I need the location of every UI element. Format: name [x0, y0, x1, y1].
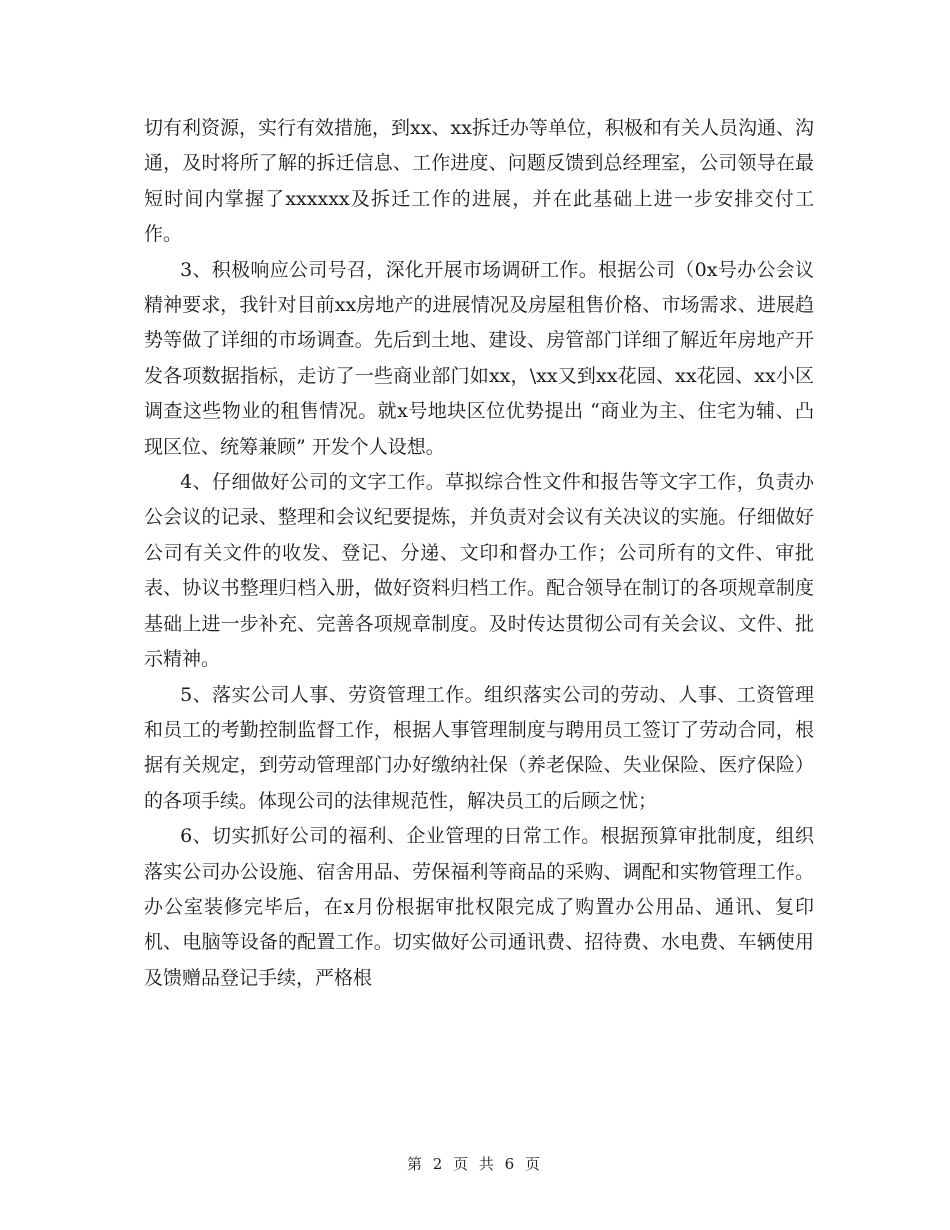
- paragraph-3: 4、仔细做好公司的文字工作。草拟综合性文件和报告等文字工作，负责办公会议的记录、整理和会议纪要提炼，并负责对会议有关决议的实施。仔细做好公司有关文件的收发、登记、分递、文印和督办工作；公司所有的文件、审批表、协议书整理归档入册，做好资料归档工作。配合领导在制订的各项规章制度基础上进一步补充、完善各项规章制度。及时传达贯彻公司有关会议、文件、批示精神。: [144, 471, 814, 671]
- paragraph-1: 切有利资源，实行有效措施，到xx、xx拆迁办等单位，积极和有关人员沟通、沟通，及时将所了解的拆迁信息、工作进度、问题反馈到总经理室，公司领导在最短时间内掌握了xxxxxx及拆迁工作的进展，并在此基础上进一步安排交付工作。: [144, 117, 814, 246]
- document-body: [144, 111, 814, 996]
- paragraph-4: 5、落实公司人事、劳资管理工作。组织落实公司的劳动、人事、工资管理和员工的考勤控制监督工作，根据人事管理制度与聘用员工签订了劳动合同，根据有关规定，到劳动管理部门办好缴纳社保（养老保险、失业保险、医疗保险）的各项手续。体现公司的法律规范性，解决员工的后顾之忧；: [144, 683, 814, 812]
- page-number-footer: 第 2 页 共 6 页: [407, 1155, 543, 1173]
- paragraph-5: 6、切实抓好公司的福利、企业管理的日常工作。根据预算审批制度，组织落实公司办公设施、宿舍用品、劳保福利等商品的采购、调配和实物管理工作。办公室装修完毕后，在x月份根据审批权限完成了购置办公用品、通讯、复印机、电脑等设备的配置工作。切实做好公司通讯费、招待费、水电费、车辆使用及馈赠品登记手续，严格根: [144, 825, 814, 989]
- paragraph-2: 3、积极响应公司号召，深化开展市场调研工作。根据公司（0x号办公会议精神要求，我针对目前xx房地产的进展情况及房屋租售价格、市场需求、进展趋势等做了详细的市场调查。先后到土地、建设、房管部门详细了解近年房地产开发各项数据指标，走访了一些商业部门如xx，\xx又到xx花园、xx花园、xx小区调查这些物业的租售情况。就x号地块区位优势提出 “商业为主、住宅为辅、凸现区位、统筹兼顾” 开发个人设想。: [144, 258, 814, 458]
